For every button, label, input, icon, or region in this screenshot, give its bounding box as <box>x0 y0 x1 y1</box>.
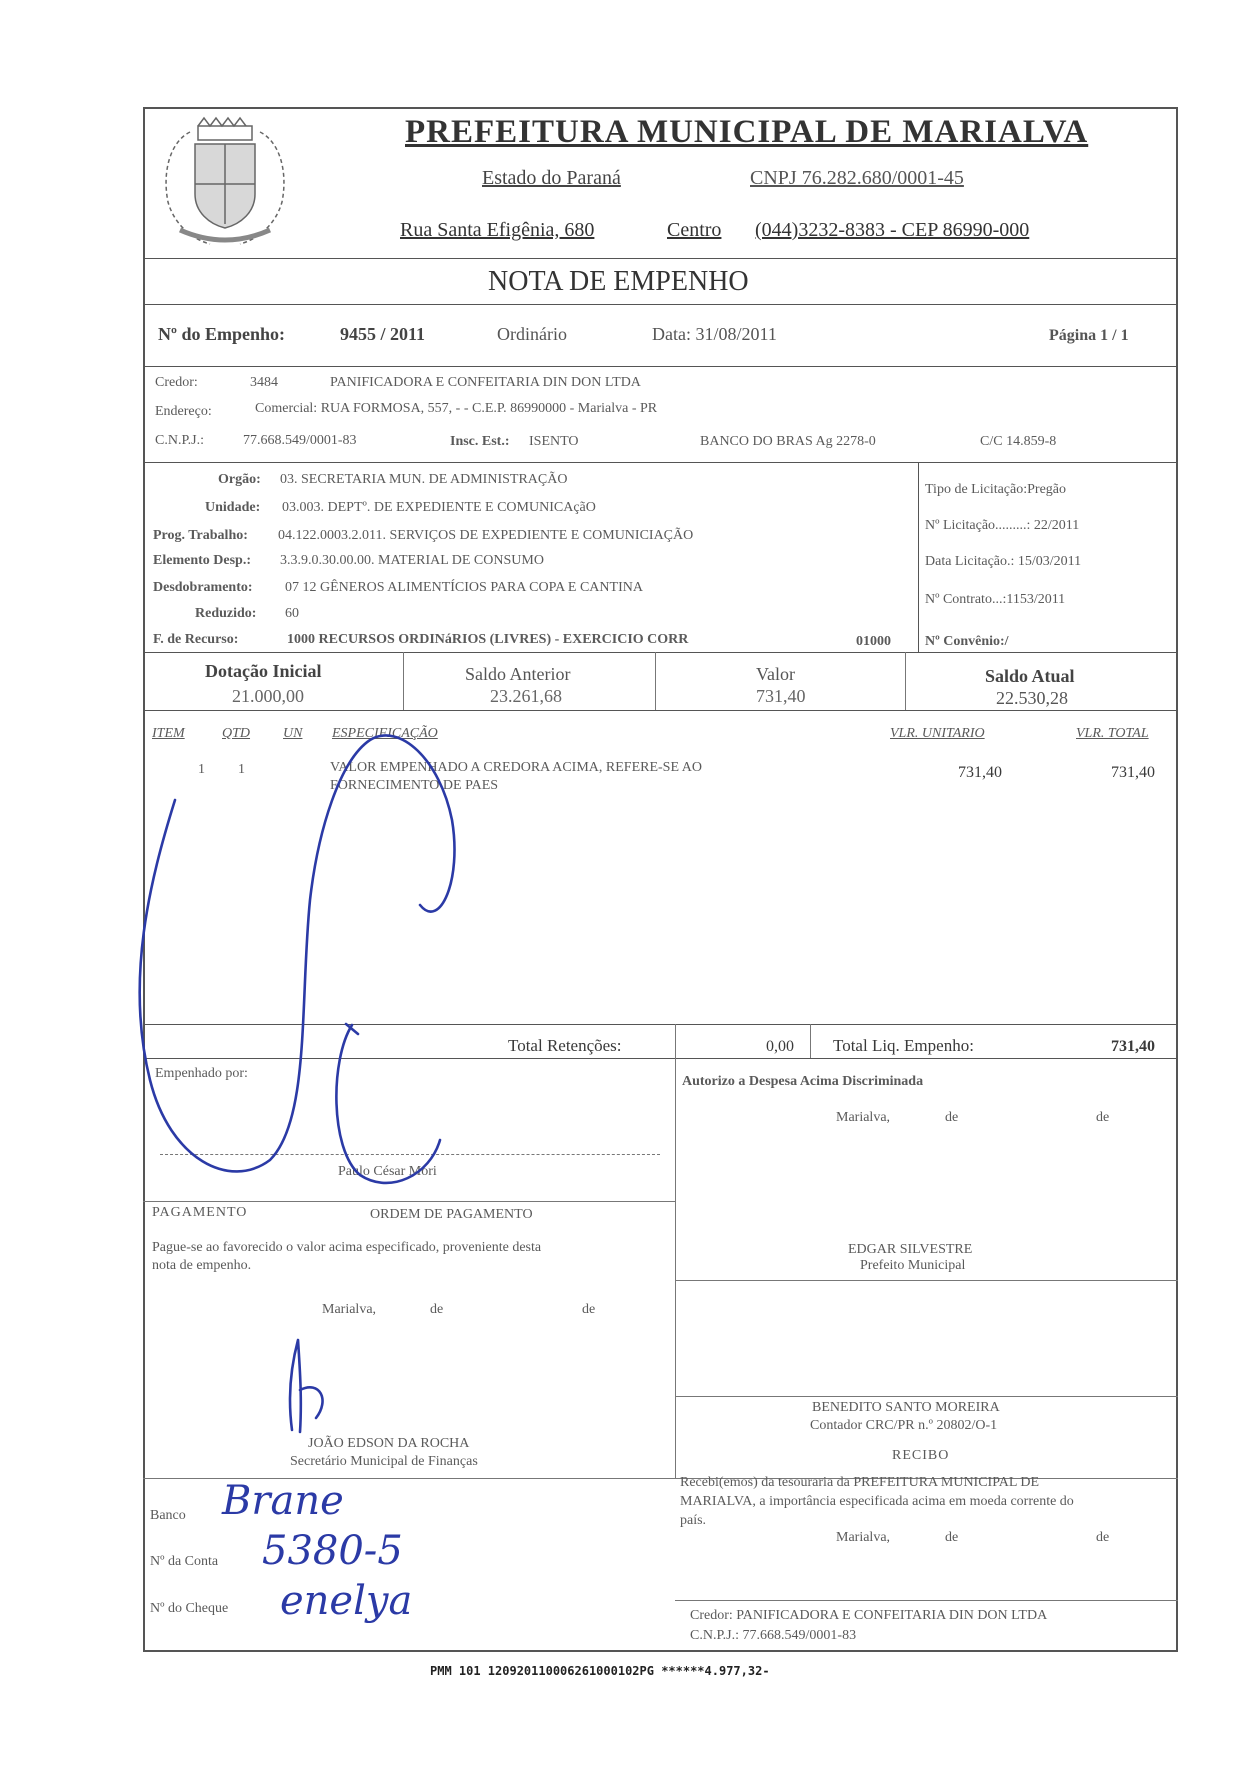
unidade-label: Unidade: <box>205 500 261 515</box>
empenho-date: Data: 31/08/2011 <box>652 324 777 344</box>
elemento-label: Elemento Desp.: <box>153 553 251 568</box>
pagamento-city: Marialva, <box>322 1302 377 1317</box>
licitacao-tipo: Tipo de Licitação:Pregão <box>925 482 1067 497</box>
spec-header: ESPECIFICAÇÃO <box>332 726 438 741</box>
conta-handwritten: 5380-5 <box>262 1528 403 1574</box>
recibo-title: RECIBO <box>892 1448 950 1463</box>
row-item: 1 <box>198 762 205 777</box>
recibo-cnpj: C.N.P.J.: 77.668.549/0001-83 <box>690 1628 857 1643</box>
secretario-role: Secretário Municipal de Finanças <box>290 1454 478 1469</box>
prog-value: 04.122.0003.2.011. SERVIÇOS DE EXPEDIENTE E COMUNICIAÇÃO <box>278 528 694 543</box>
saldo-anterior-label: Saldo Anterior <box>465 664 571 684</box>
elemento-value: 3.3.9.0.30.00.00. MATERIAL DE CONSUMO <box>280 553 544 568</box>
recurso-value: 1000 RECURSOS ORDINáRIOS (LIVRES) - EXERCICIO CORR <box>287 632 689 647</box>
qtd-header: QTD <box>222 726 251 741</box>
state-label: Estado do Paraná <box>482 167 621 189</box>
valor-label: Valor <box>756 664 795 684</box>
prefeito-name: EDGAR SILVESTRE <box>848 1242 973 1257</box>
pagamento-label: PAGAMENTO <box>152 1205 248 1220</box>
dotacao-inicial-label: Dotação Inicial <box>205 661 322 681</box>
empenho-number-label: Nº do Empenho: <box>158 324 285 344</box>
empenhado-name: Paulo César Mori <box>338 1164 437 1179</box>
empenho-type: Ordinário <box>497 324 567 344</box>
header-cnpj: CNPJ 76.282.680/0001-45 <box>750 167 964 189</box>
saldo-atual-label: Saldo Atual <box>985 666 1075 686</box>
orgao-value: 03. SECRETARIA MUN. DE ADMINISTRAÇÃO <box>280 472 568 487</box>
recibo-de1: de <box>945 1530 959 1545</box>
recibo-de2: de <box>1096 1530 1110 1545</box>
recibo-credor: Credor: PANIFICADORA E CONFEITARIA DIN DON LTDA <box>690 1608 1048 1623</box>
row-spec-line1: VALOR EMPENHADO A CREDORA ACIMA, REFERE-SE AO <box>330 760 702 775</box>
dotacao-inicial-value: 21.000,00 <box>232 686 304 706</box>
orgao-label: Orgão: <box>218 472 261 487</box>
conta-label: Nº da Conta <box>150 1554 219 1569</box>
licitacao-data: Data Licitação.: 15/03/2011 <box>925 554 1082 569</box>
pagamento-de1: de <box>430 1302 444 1317</box>
reduzido-value: 60 <box>285 606 299 621</box>
banco-label: Banco <box>150 1508 186 1523</box>
address-label: Endereço: <box>155 404 212 419</box>
contrato-numero: Nº Contrato...:1153/2011 <box>925 592 1066 607</box>
insc-label: Insc. Est.: <box>450 434 510 449</box>
header-address: Rua Santa Efigênia, 680 <box>400 219 595 241</box>
pagamento-text-1: Pague-se ao favorecido o valor acima especificado, proveniente desta <box>152 1240 542 1255</box>
recurso-label: F. de Recurso: <box>153 632 239 647</box>
ordem-pagamento-title: ORDEM DE PAGAMENTO <box>370 1207 533 1222</box>
secretario-name: JOÃO EDSON DA ROCHA <box>308 1436 470 1451</box>
recibo-text-1: Recebi(emos) da tesouraria da PREFEITURA MUNICIPAL DE <box>680 1475 1040 1490</box>
row-spec-line2: FORNECIMENTO DE PAES <box>330 778 499 793</box>
prog-label: Prog. Trabalho: <box>153 528 248 543</box>
convenio-numero: Nº Convênio:/ <box>925 634 1009 649</box>
pagamento-de2: de <box>582 1302 596 1317</box>
autorizo-de2: de <box>1096 1110 1110 1125</box>
credor-name: PANIFICADORA E CONFEITARIA DIN DON LTDA <box>330 375 641 390</box>
banco-handwritten: Brane <box>222 1478 344 1524</box>
prefeito-role: Prefeito Municipal <box>860 1258 966 1273</box>
pagamento-text-2: nota de empenho. <box>152 1258 252 1273</box>
contador-name: BENEDITO SANTO MOREIRA <box>812 1400 1000 1415</box>
row-total: 731,40 <box>1111 764 1155 781</box>
autorizo-city: Marialva, <box>836 1110 891 1125</box>
item-header: ITEM <box>152 726 185 741</box>
liquido-value: 731,40 <box>1111 1038 1155 1055</box>
autorizo-de1: de <box>945 1110 959 1125</box>
document-title: NOTA DE EMPENHO <box>488 266 749 297</box>
recibo-city: Marialva, <box>836 1530 891 1545</box>
municipality-title: PREFEITURA MUNICIPAL DE MARIALVA <box>405 114 1089 150</box>
insc-value: ISENTO <box>529 434 579 449</box>
cnpj-label: C.N.P.J.: <box>155 433 205 448</box>
saldo-atual-value: 22.530,28 <box>996 688 1068 708</box>
licitacao-numero: Nº Licitação.........: 22/2011 <box>925 518 1080 533</box>
contador-role: Contador CRC/PR n.º 20802/O-1 <box>810 1418 998 1433</box>
saldo-anterior-value: 23.261,68 <box>490 686 562 706</box>
credor-cnpj: 77.668.549/0001-83 <box>243 433 357 448</box>
header-phone-cep: (044)3232-8383 - CEP 86990-000 <box>755 219 1030 241</box>
retencoes-label: Total Retenções: <box>508 1036 622 1055</box>
valor-value: 731,40 <box>756 686 806 706</box>
desdob-value: 07 12 GÊNEROS ALIMENTÍCIOS PARA COPA E CANTINA <box>285 580 643 595</box>
row-qtd: 1 <box>238 762 245 777</box>
cheque-handwritten: enelya <box>280 1578 413 1624</box>
recurso-code: 01000 <box>856 634 891 649</box>
cheque-label: Nº do Cheque <box>150 1601 229 1616</box>
un-header: UN <box>283 726 303 741</box>
credor-label: Credor: <box>155 375 198 390</box>
reduzido-label: Reduzido: <box>195 606 257 621</box>
empenhado-label: Empenhado por: <box>155 1066 248 1081</box>
empenho-number: 9455 / 2011 <box>340 324 426 344</box>
credor-account: C/C 14.859-8 <box>980 434 1057 449</box>
desdob-label: Desdobramento: <box>153 580 253 595</box>
page-number: Página 1 / 1 <box>1049 327 1129 344</box>
credor-code: 3484 <box>250 375 278 390</box>
total-header: VLR. TOTAL <box>1076 726 1149 741</box>
retencoes-value: 0,00 <box>766 1038 794 1055</box>
header-district: Centro <box>667 219 722 241</box>
unit-price-header: VLR. UNITARIO <box>890 726 985 741</box>
unidade-value: 03.003. DEPTº. DE EXPEDIENTE E COMUNICAçãO <box>282 500 596 515</box>
credor-bank: BANCO DO BRAS Ag 2278-0 <box>700 434 876 449</box>
recibo-text-2: MARIALVA, a importância especificada acima em moeda corrente do <box>680 1494 1074 1509</box>
row-unit-price: 731,40 <box>958 764 1002 781</box>
credor-address: Comercial: RUA FORMOSA, 557, - - C.E.P. 86990000 - Marialva - PR <box>255 401 658 416</box>
footer-code: PMM 101 120920110006261000102PG ******4.977,32- <box>430 1664 770 1678</box>
liquido-label: Total Liq. Empenho: <box>833 1036 974 1055</box>
autorizo-label: Autorizo a Despesa Acima Discriminada <box>682 1074 924 1089</box>
recibo-text-3: país. <box>680 1513 707 1528</box>
